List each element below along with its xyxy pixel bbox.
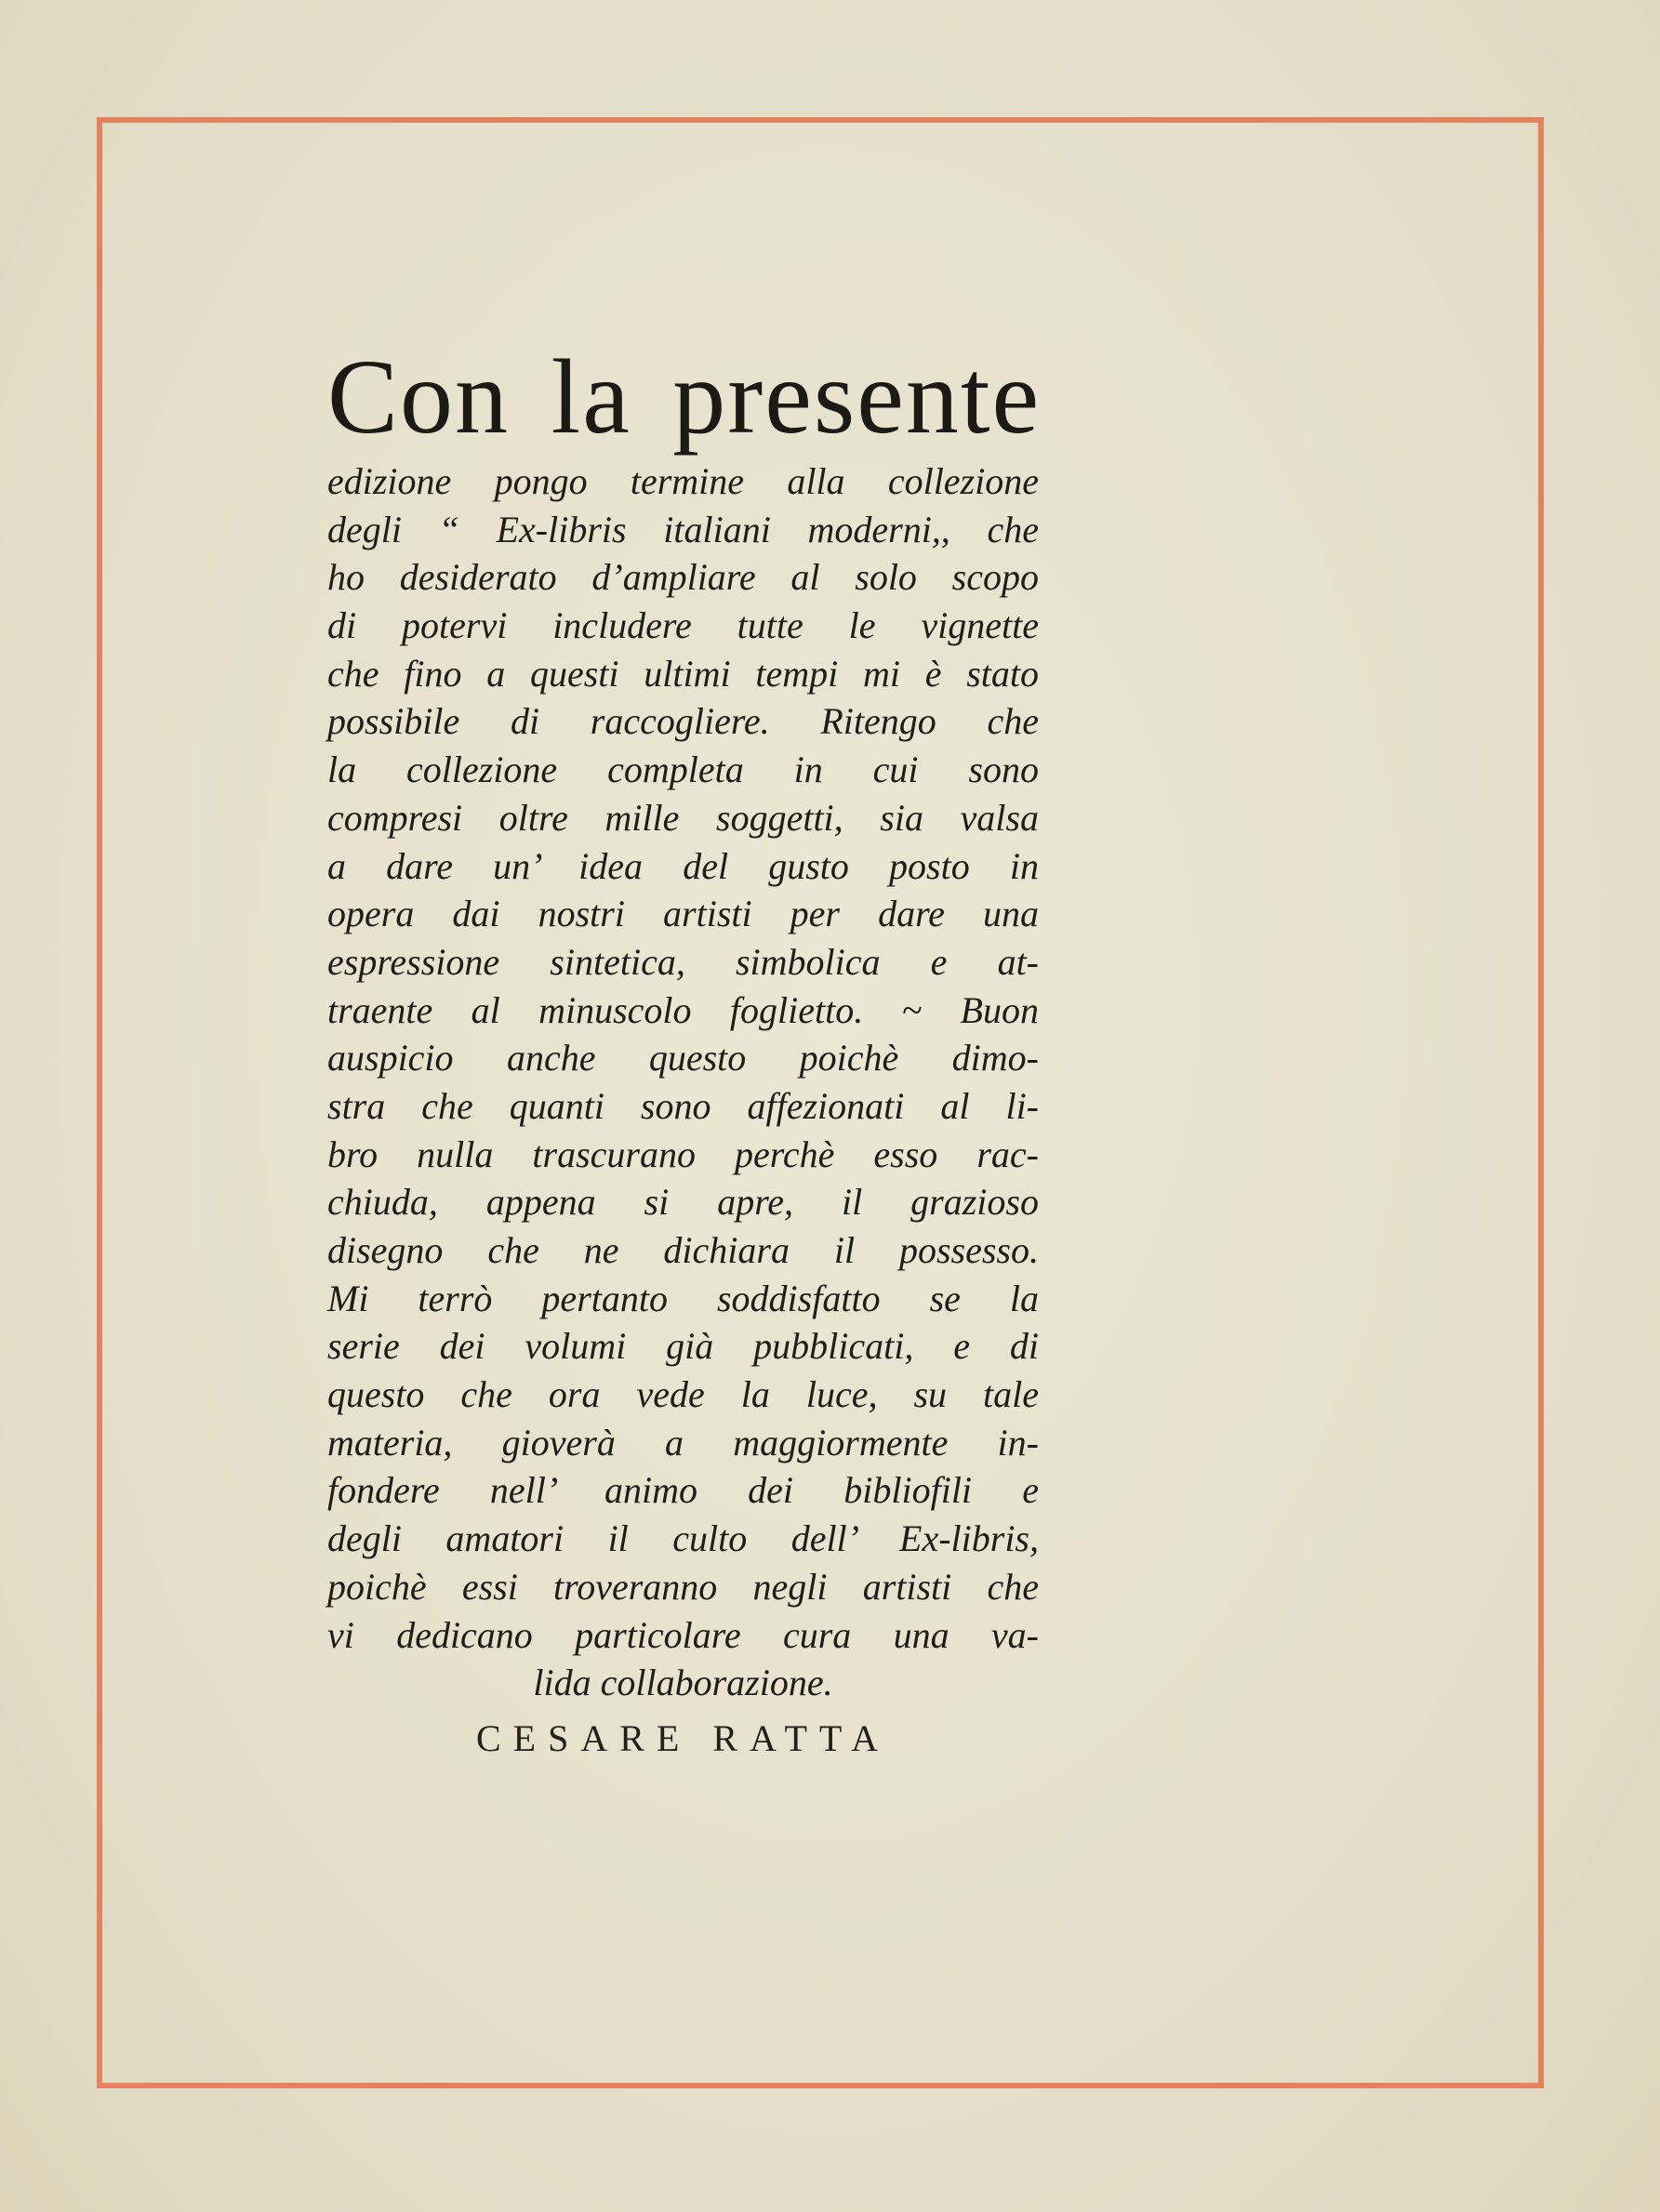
body-line: disegno che ne dichiara il possesso. <box>327 1229 1039 1271</box>
body-line: auspicio anche questo poichè dimo- <box>327 1037 1039 1080</box>
signature: CESARE RATTA <box>475 1716 891 1759</box>
body-line: chiuda, appena si apre, il grazioso <box>327 1181 1039 1224</box>
body-line: stra che quanti sono affezionati al li- <box>327 1084 1039 1127</box>
body-line-last: lida collaborazione. <box>533 1662 833 1704</box>
body-line: opera dai nostri artisti per dare una <box>327 893 1039 935</box>
body-line: degli “ Ex-libris italiani moderni,, che <box>327 508 1039 550</box>
body-line: possibile di raccogliere. Ritengo che <box>327 700 1039 743</box>
body-line: la collezione completa in cui sono <box>327 748 1039 791</box>
body-line: a dare un’ idea del gusto posto in <box>327 844 1039 887</box>
body-line: serie dei volumi già pubblicati, e di <box>327 1325 1039 1368</box>
body-line: compresi oltre mille soggetti, sia valsa <box>327 796 1039 839</box>
body-text <box>327 457 1039 1707</box>
page-title: Con la presente <box>327 338 1042 456</box>
body-line: vi dedicano particolare cura una va- <box>327 1613 1039 1656</box>
body-line: edizione pongo termine alla collezione <box>327 460 1039 502</box>
body-line: questo che ora vede la luce, su tale <box>327 1373 1039 1416</box>
body-line: poichè essi troveranno negli artisti che <box>327 1565 1039 1608</box>
body-line: di potervi includere tutte le vignette <box>327 604 1039 647</box>
text-block <box>327 337 1042 1765</box>
body-line: materia, gioverà a maggiormente in- <box>327 1421 1039 1464</box>
body-line: fondere nell’ animo dei bibliofili e <box>327 1469 1039 1512</box>
body-line: ho desiderato d’ampliare al solo scopo <box>327 556 1039 599</box>
body-line: Mi terrò pertanto soddisfatto se la <box>327 1277 1039 1319</box>
body-line: espressione sintetica, simbolica e at- <box>327 940 1039 983</box>
body-line: traente al minuscolo foglietto. ~ Buon <box>327 988 1039 1031</box>
body-line: che fino a questi ultimi tempi mi è stato <box>327 652 1039 695</box>
body-line: bro nulla trascurano perchè esso rac- <box>327 1132 1039 1175</box>
body-line: degli amatori il culto dell’ Ex-libris, <box>327 1517 1039 1560</box>
